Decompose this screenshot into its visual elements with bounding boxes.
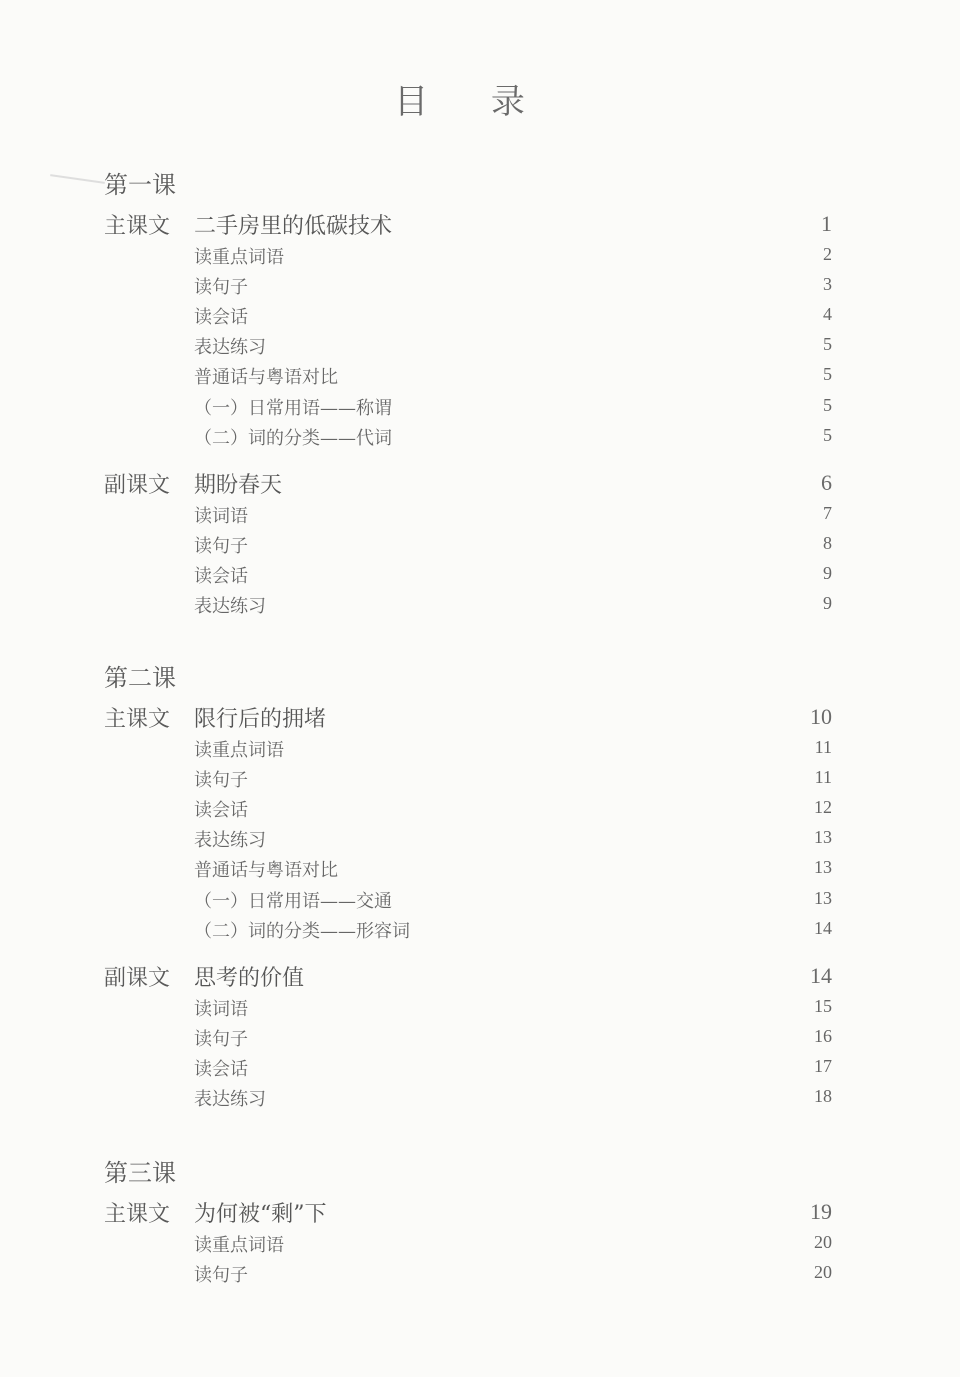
entry-page-number: 5: [823, 334, 832, 355]
entry-title: 表达练习: [194, 596, 266, 617]
lesson-heading: 第三课: [104, 1159, 176, 1187]
section-row: [0, 209, 960, 239]
entry-title: 读会话: [194, 307, 248, 329]
toc-entry: [0, 333, 960, 363]
toc-entry: [0, 502, 960, 532]
entry-page-number: 9: [823, 562, 832, 583]
toc-entry: [0, 273, 960, 303]
entry-page-number: 11: [814, 737, 832, 757]
entry-title: 读句子: [194, 277, 248, 299]
entry-title: 读句子: [194, 770, 248, 792]
section-page-number: 6: [821, 469, 832, 495]
toc-entry: [0, 562, 960, 592]
section-title: 思考的价值: [194, 965, 305, 991]
section-title: 为何被“剩”下: [194, 1202, 327, 1227]
page-title: 目 录: [394, 82, 551, 122]
toc-entry: [0, 856, 960, 886]
entry-page-number: 8: [823, 532, 832, 553]
section-label: 主课文: [104, 1202, 171, 1227]
toc-entry: [0, 303, 960, 333]
toc-entry: [0, 592, 960, 622]
section-row: [0, 702, 960, 732]
toc-entry: [0, 363, 960, 393]
entry-title: 读会话: [194, 565, 248, 587]
entry-title: （二）词的分类——代词: [194, 427, 392, 449]
section-row: [0, 961, 960, 991]
entry-page-number: 12: [814, 797, 832, 818]
toc-entry: [0, 995, 960, 1025]
toc-entry: [0, 766, 960, 796]
entry-title: 读句子: [194, 1028, 248, 1050]
entry-page-number: 11: [814, 767, 832, 788]
entry-title: 读句子: [194, 1265, 248, 1287]
entry-title: 读词语: [194, 505, 248, 527]
entry-title: 普通话与粤语对比: [194, 367, 338, 389]
section-title: 期盼春天: [194, 472, 283, 498]
toc-entry: [0, 1085, 960, 1115]
section-label: 副课文: [104, 472, 171, 498]
entry-title: （一）日常用语——称谓: [194, 397, 392, 419]
entry-page-number: 16: [814, 1025, 832, 1046]
section-title: 二手房里的低碳技术: [194, 214, 393, 239]
scan-smudge: [50, 174, 105, 184]
toc-entry: [0, 243, 960, 273]
section-label: 主课文: [104, 214, 171, 239]
entry-title: 读句子: [194, 535, 248, 557]
section-label: 副课文: [104, 965, 171, 991]
entry-title: 表达练习: [194, 830, 266, 852]
section-page-number: 1: [821, 211, 832, 236]
entry-page-number: 3: [823, 274, 832, 295]
entry-title: 表达练习: [194, 337, 266, 359]
entry-page-number: 5: [823, 394, 832, 415]
section-page-number: 19: [810, 1199, 832, 1224]
entry-page-number: 9: [823, 593, 832, 613]
section-title: 限行后的拥堵: [194, 707, 327, 732]
entry-page-number: 13: [814, 887, 832, 908]
section-row: [0, 1197, 960, 1227]
entry-page-number: 14: [814, 917, 832, 938]
section-label: 主课文: [104, 707, 171, 732]
entry-page-number: 20: [814, 1262, 832, 1283]
toc-entry: [0, 424, 960, 454]
section-row: [0, 468, 960, 498]
lesson-heading: 第二课: [104, 664, 176, 692]
entry-title: 读重点词语: [194, 247, 284, 268]
lesson-heading: 第一课: [104, 171, 176, 199]
entry-page-number: 17: [814, 1055, 832, 1076]
section-page-number: 14: [810, 962, 832, 988]
toc-entry: [0, 796, 960, 826]
toc-entry: [0, 736, 960, 766]
entry-page-number: 5: [823, 424, 832, 445]
entry-page-number: 5: [823, 364, 832, 385]
entry-title: （一）日常用语——交通: [194, 890, 392, 912]
toc-entry: [0, 1025, 960, 1055]
entry-title: 读重点词语: [194, 1235, 284, 1256]
toc-entry: [0, 1261, 960, 1291]
entry-title: 读词语: [194, 998, 248, 1020]
entry-title: （二）词的分类——形容词: [194, 920, 410, 942]
entry-title: 读重点词语: [194, 740, 284, 761]
toc-entry: [0, 532, 960, 562]
toc-entry: [0, 826, 960, 856]
entry-page-number: 2: [823, 244, 832, 264]
toc-entry: [0, 394, 960, 424]
toc-entry: [0, 1231, 960, 1261]
toc-entry: [0, 917, 960, 947]
entry-page-number: 7: [823, 502, 832, 523]
entry-title: 读会话: [194, 800, 248, 822]
entry-page-number: 13: [814, 857, 832, 878]
entry-page-number: 20: [814, 1232, 832, 1252]
entry-page-number: 15: [814, 995, 832, 1016]
section-page-number: 10: [810, 704, 832, 729]
entry-page-number: 13: [814, 827, 832, 848]
toc-entry: [0, 1055, 960, 1085]
toc-entry: [0, 887, 960, 917]
entry-title: 普通话与粤语对比: [194, 860, 338, 882]
entry-page-number: 4: [823, 304, 832, 325]
entry-title: 读会话: [194, 1058, 248, 1080]
entry-title: 表达练习: [194, 1089, 266, 1110]
entry-page-number: 18: [814, 1086, 832, 1106]
